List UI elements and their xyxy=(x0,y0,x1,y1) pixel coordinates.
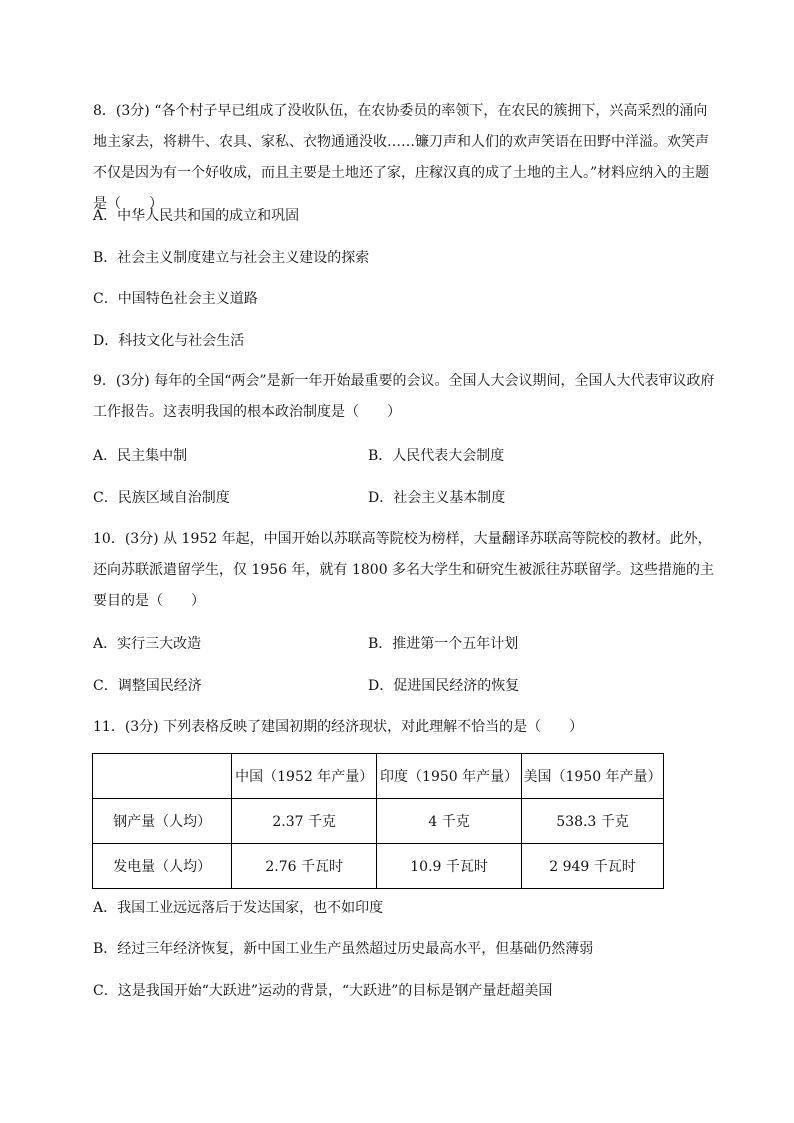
economy-comparison-table xyxy=(92,753,664,889)
table-cell: 钢产量（人均） xyxy=(93,799,232,844)
question-10-option-c: C．调整国民经济 xyxy=(93,678,202,694)
table-header-row xyxy=(93,754,664,799)
question-11-option-b: B．经过三年经济恢复，新中国工业生产虽然超过历史最高水平，但基础仍然薄弱 xyxy=(93,941,594,957)
question-8-option-d: D．科技文化与社会生活 xyxy=(93,333,245,349)
question-10-option-b: B．推进第一个五年计划 xyxy=(368,636,519,652)
table-cell: 538.3 千克 xyxy=(522,799,664,844)
table-header-cell: 美国（1950 年产量） xyxy=(522,754,664,799)
table-cell: 4 千克 xyxy=(377,799,522,844)
question-11-stem: 11．(3分) 下列表格反映了建国初期的经济现状，对此理解不恰当的是（ ） xyxy=(93,719,584,735)
table-cell: 2.76 千瓦时 xyxy=(232,844,377,889)
question-9-option-a: A．民主集中制 xyxy=(93,448,188,464)
question-8-option-a: A．中华人民共和国的成立和巩固 xyxy=(93,208,300,224)
question-11-option-a: A．我国工业远远落后于发达国家，也不如印度 xyxy=(93,900,384,916)
table-cell: 10.9 千瓦时 xyxy=(377,844,522,889)
table-row xyxy=(93,844,664,889)
table-header-cell: 印度（1950 年产量） xyxy=(377,754,522,799)
question-8-stem: 8．(3分) “各个村子早已组成了没收队伍，在农协委员的率领下，在农民的簇拥下，兴高采烈的涌向地主家去，将耕牛、农具、家私、衣物通通没收……镰刀声和人们的欢声笑语在田野中洋溢。欢笑声不仅是因为有一个好收成，而且主要是土地还了家，庄稼汉真的成了土地的主人。”材料应纳入的主题是（ ） xyxy=(93,103,710,212)
question-10-option-a: A．实行三大改造 xyxy=(93,636,202,652)
question-9-option-d: D．社会主义基本制度 xyxy=(368,490,506,506)
question-8-option-b: B．社会主义制度建立与社会主义建设的探索 xyxy=(93,250,370,266)
table-header-cell xyxy=(93,754,232,799)
question-11-option-c: C．这是我国开始“大跃进”运动的背景，“大跃进”的目标是钢产量赶超美国 xyxy=(93,983,553,999)
question-8-option-c: C．中国特色社会主义道路 xyxy=(93,291,258,307)
question-10-stem: 10．(3分) 从 1952 年起，中国开始以苏联高等院校为榜样，大量翻译苏联高等院校的教材。此外，还向苏联派遣留学生，仅 1956 年，就有 1800 多名大学生和研究生被派往苏联留学。这些措施的主要目的是（ ） xyxy=(93,531,715,609)
table-cell: 2.37 千克 xyxy=(232,799,377,844)
table-header-cell: 中国（1952 年产量） xyxy=(232,754,377,799)
question-10-option-d: D．促进国民经济的恢复 xyxy=(368,678,520,694)
table-cell: 2 949 千瓦时 xyxy=(522,844,664,889)
question-9-option-b: B．人民代表大会制度 xyxy=(368,448,505,464)
table-cell: 发电量（人均） xyxy=(93,844,232,889)
question-9-option-c: C．民族区域自治制度 xyxy=(93,490,230,506)
question-9-stem: 9．(3分) 每年的全国“两会”是新一年开始最重要的会议。全国人大会议期间，全国人大代表审议政府工作报告。这表明我国的根本政治制度是（ ） xyxy=(93,373,715,420)
table-row xyxy=(93,799,664,844)
